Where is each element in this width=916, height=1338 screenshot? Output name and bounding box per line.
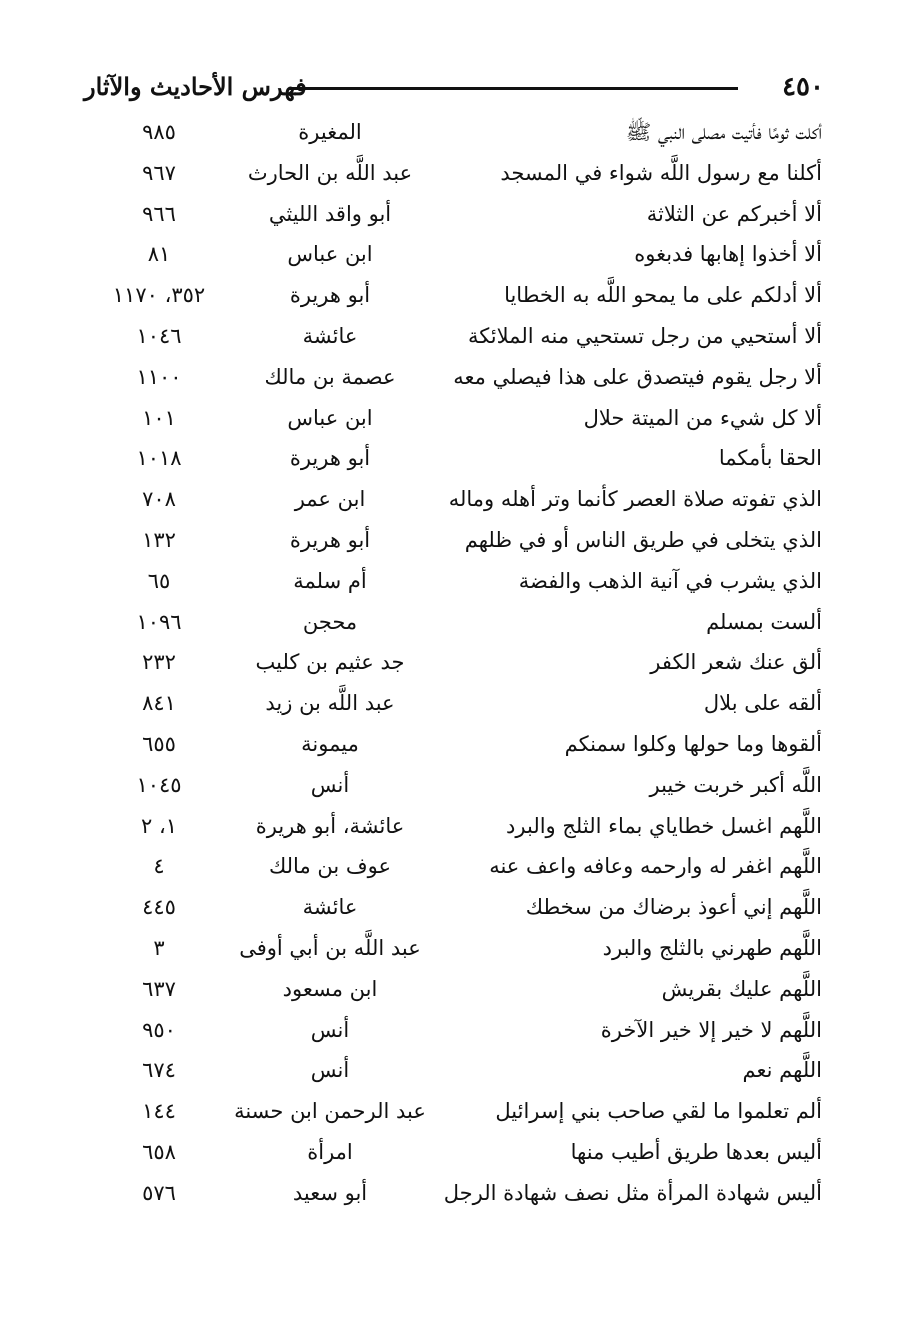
- hadith-text: اللَّهم طهرني بالثلج والبرد: [602, 935, 822, 960]
- narrator-name: عبد اللَّه بن الحارث: [247, 160, 413, 185]
- hadith-text: الحقا بأمكما: [718, 446, 822, 471]
- hadith-text: أليس شهادة المرأة مثل نصف شهادة الرجل: [443, 1180, 822, 1205]
- index-row: [90, 112, 822, 153]
- narrator-name: أنس: [310, 1017, 350, 1042]
- hadith-text: اللَّهم إني أعوذ برضاك من سخطك: [525, 895, 822, 920]
- narrator-name: أنس: [310, 772, 350, 797]
- page-reference: ٦٥: [147, 568, 171, 593]
- index-row: [90, 1010, 822, 1051]
- narrator-name: عبد اللَّه بن أبي أوفى: [239, 935, 421, 960]
- hadith-text: ألا رجل يقوم فيتصدق على هذا فيصلي معه: [453, 364, 822, 389]
- narrator-name: أبو هريرة: [289, 283, 371, 308]
- page-reference: ١٠٤٦: [136, 323, 182, 348]
- narrator-name: امرأة: [307, 1139, 353, 1164]
- page-reference: ٨٤١: [142, 691, 176, 716]
- page-reference: ١٤٤: [142, 1099, 176, 1124]
- narrator-name: عائشة: [302, 895, 358, 920]
- index-row: [90, 1091, 822, 1132]
- hadith-text: ألا أستحيي من رجل تستحيي منه الملائكة: [467, 323, 822, 348]
- page-reference: ١٠١: [142, 405, 176, 430]
- index-row: [90, 806, 822, 847]
- hadith-text: اللَّهم عليك بقريش: [661, 976, 822, 1001]
- hadith-text: أكلنا مع رسول اللَّه شواء في المسجد: [500, 160, 822, 185]
- narrator-name: ميمونة: [301, 731, 359, 756]
- page-reference: ١٣٢: [142, 527, 176, 552]
- index-row: [90, 520, 822, 561]
- hadith-text: الذي يشرب في آنية الذهب والفضة: [518, 568, 822, 593]
- narrator-name: عوف بن مالك: [268, 854, 392, 879]
- narrator-name: أبو سعيد: [292, 1180, 368, 1205]
- index-row: [90, 438, 822, 479]
- hadith-text: اللَّهم لا خير إلا خير الآخرة: [600, 1017, 822, 1042]
- narrator-name: ابن مسعود: [282, 976, 378, 1001]
- page-reference: ٤٤٥: [142, 895, 176, 920]
- narrator-name: عبد اللَّه بن زيد: [265, 691, 395, 716]
- page-reference: ٩٦٦: [142, 201, 176, 226]
- hadith-text: ألست بمسلم: [706, 609, 822, 634]
- index-row: [90, 683, 822, 724]
- hadith-text: الذي تفوته صلاة العصر كأنما وتر أهله وماله: [448, 487, 822, 512]
- hadith-text: اللَّه أكبر خربت خيبر: [649, 772, 822, 797]
- narrator-name: أبو هريرة: [289, 446, 371, 471]
- hadith-text: ألم تعلموا ما لقي صاحب بني إسرائيل: [495, 1099, 822, 1124]
- page-reference: ٣: [153, 935, 165, 960]
- narrator-name: أبو هريرة: [289, 527, 371, 552]
- index-row: [90, 846, 822, 887]
- hadith-text: ألق عنك شعر الكفر: [650, 650, 822, 675]
- index-row: [90, 724, 822, 765]
- index-row: [90, 1050, 822, 1091]
- narrator-name: ابن عباس: [287, 405, 373, 430]
- page-reference: ٥٧٦: [142, 1180, 176, 1205]
- narrator-name: أم سلمة: [293, 568, 367, 593]
- page-reference: ٦٥٨: [142, 1139, 176, 1164]
- hadith-text: أكلت ثومًا فأتيت مصلى النبي ﷺ: [625, 120, 822, 144]
- narrator-name: عبد الرحمن ابن حسنة: [234, 1099, 426, 1124]
- hadith-text: الذي يتخلى في طريق الناس أو في ظلهم: [464, 527, 822, 552]
- index-row: [90, 969, 822, 1010]
- hadith-text: ألا أخبركم عن الثلاثة: [646, 201, 822, 226]
- hadith-text: ألا أدلكم على ما يمحو اللَّه به الخطايا: [504, 283, 822, 308]
- narrator-name: أبو واقد الليثي: [268, 201, 392, 226]
- narrator-name: ابن عباس: [287, 242, 373, 267]
- page-title: فهرس الأحاديث والآثار: [84, 72, 307, 101]
- index-row: [90, 357, 822, 398]
- hadith-text: أليس بعدها طريق أطيب منها: [570, 1139, 822, 1164]
- narrator-name: أنس: [310, 1058, 350, 1083]
- page-reference: ١٠٤٥: [136, 772, 182, 797]
- index-row: [90, 1173, 822, 1214]
- hadith-text: ألا أخذوا إهابها فدبغوه: [634, 242, 822, 267]
- page-reference: ٦٣٧: [142, 976, 176, 1001]
- page-number: ٤٥٠: [782, 72, 824, 102]
- page-reference: ٦٧٤: [142, 1058, 176, 1083]
- index-row: [90, 642, 822, 683]
- hadith-text: ألقوها وما حولها وكلوا سمنكم: [564, 731, 822, 756]
- page-reference: ١٠١٨: [136, 446, 182, 471]
- page-reference: ٦٥٥: [142, 731, 176, 756]
- index-row: [90, 561, 822, 602]
- narrator-name: عائشة: [302, 323, 358, 348]
- index-row: [90, 194, 822, 235]
- hadith-text: ألقه على بلال: [703, 691, 822, 716]
- hadith-text: اللَّهم نعم: [742, 1058, 822, 1083]
- index-row: [90, 765, 822, 806]
- page-reference: ٧٠٨: [142, 487, 176, 512]
- page-reference: ٢٣٢: [142, 650, 176, 675]
- hadith-text: اللَّهم اغفر له وارحمه وعافه واعف عنه: [489, 854, 822, 879]
- hadith-text: ألا كل شيء من الميتة حلال: [583, 405, 822, 430]
- page-reference: ١١٠٠: [136, 364, 182, 389]
- index-row: [90, 275, 822, 316]
- narrator-name: عائشة، أبو هريرة: [255, 813, 405, 838]
- narrator-name: محجن: [302, 609, 358, 634]
- narrator-name: المغيرة: [298, 120, 362, 144]
- index-row: [90, 316, 822, 357]
- page-reference: ٤: [153, 854, 165, 879]
- narrator-name: عصمة بن مالك: [264, 364, 396, 389]
- page-reference: ٨١: [147, 242, 171, 267]
- header-rule: [289, 87, 738, 90]
- narrator-name: جد عثيم بن كليب: [255, 650, 405, 675]
- page-reference: ٩٨٥: [142, 120, 176, 144]
- page-reference: ٩٥٠: [142, 1017, 176, 1042]
- narrator-name: ابن عمر: [294, 487, 366, 512]
- hadith-text: اللَّهم اغسل خطاياي بماء الثلج والبرد: [506, 813, 822, 838]
- page-reference: ٩٦٧: [142, 160, 176, 185]
- hadith-index-list: [90, 112, 822, 1214]
- page-reference: ١، ٢: [140, 813, 177, 838]
- index-row: [90, 1132, 822, 1173]
- index-row: [90, 234, 822, 275]
- page-reference: ٣٥٢، ١١٧٠: [112, 283, 206, 308]
- page-header: [84, 70, 824, 110]
- index-row: [90, 928, 822, 969]
- index-row: [90, 479, 822, 520]
- index-row: [90, 398, 822, 439]
- page-reference: ١٠٩٦: [136, 609, 182, 634]
- index-row: [90, 602, 822, 643]
- index-row: [90, 887, 822, 928]
- index-row: [90, 153, 822, 194]
